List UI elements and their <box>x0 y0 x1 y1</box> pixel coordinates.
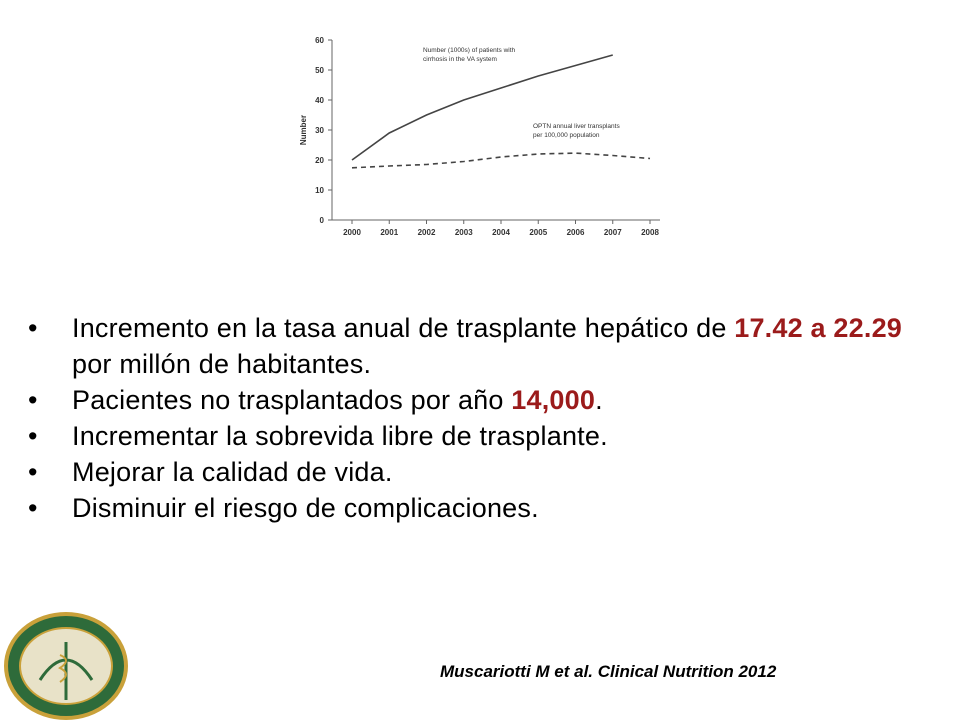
x-tick-label: 2004 <box>492 228 510 237</box>
x-tick-label: 2000 <box>343 228 361 237</box>
series-annotation: Number (1000s) of patients with <box>423 47 516 54</box>
bullet-text: Mejorar la calidad de vida. <box>72 457 393 487</box>
series-line <box>352 55 613 160</box>
y-tick-label: 60 <box>315 36 324 45</box>
highlight-value: 14,000 <box>511 385 596 415</box>
y-axis-label: Number <box>299 114 308 146</box>
y-tick-label: 0 <box>319 216 324 225</box>
x-tick-label: 2002 <box>417 228 436 237</box>
bullet-dot: • <box>28 313 38 343</box>
bullet-text: Incremento en la tasa anual de trasplante hepático de <box>72 313 735 343</box>
y-tick-label: 20 <box>315 156 324 165</box>
bullet-text: por millón de habitantes. <box>72 349 372 379</box>
bullet-item <box>28 418 938 454</box>
x-tick-label: 2007 <box>603 228 622 237</box>
y-tick-label: 10 <box>315 186 324 195</box>
bullet-item <box>28 490 938 526</box>
bullet-dot: • <box>28 457 38 487</box>
series-annotation: cirrhosis in the VA system <box>423 56 497 63</box>
bullet-text: Disminuir el riesgo de complicaciones. <box>72 493 539 523</box>
x-tick-label: 2005 <box>529 228 548 237</box>
x-tick-label: 2008 <box>641 228 659 237</box>
series-annotation: per 100,000 population <box>533 132 600 139</box>
series-line <box>352 153 650 168</box>
line-chart <box>290 30 670 245</box>
bullet-dot: • <box>28 493 38 523</box>
y-tick-label: 30 <box>315 126 324 135</box>
x-tick-label: 2001 <box>380 228 399 237</box>
citation: Muscariotti M et al. Clinical Nutrition 2012 <box>440 662 777 681</box>
highlight-value: 17.42 a 22.29 <box>734 313 903 343</box>
bullet-text: . <box>595 385 603 415</box>
x-tick-label: 2003 <box>454 228 473 237</box>
bullet-dot: • <box>28 421 38 451</box>
bullet-list <box>28 310 938 526</box>
bullet-text: Pacientes no trasplantados por año <box>72 385 512 415</box>
y-tick-label: 40 <box>315 96 324 105</box>
x-tick-label: 2006 <box>566 228 585 237</box>
bullet-text: Incrementar la sobrevida libre de trasplante. <box>72 421 608 451</box>
y-tick-label: 50 <box>315 66 324 75</box>
bullet-item <box>28 382 938 418</box>
bullet-item <box>28 310 938 382</box>
bullet-dot: • <box>28 385 38 415</box>
bullet-item <box>28 454 938 490</box>
series-annotation: OPTN annual liver transplants <box>533 123 620 130</box>
institution-seal-logo <box>0 600 140 720</box>
